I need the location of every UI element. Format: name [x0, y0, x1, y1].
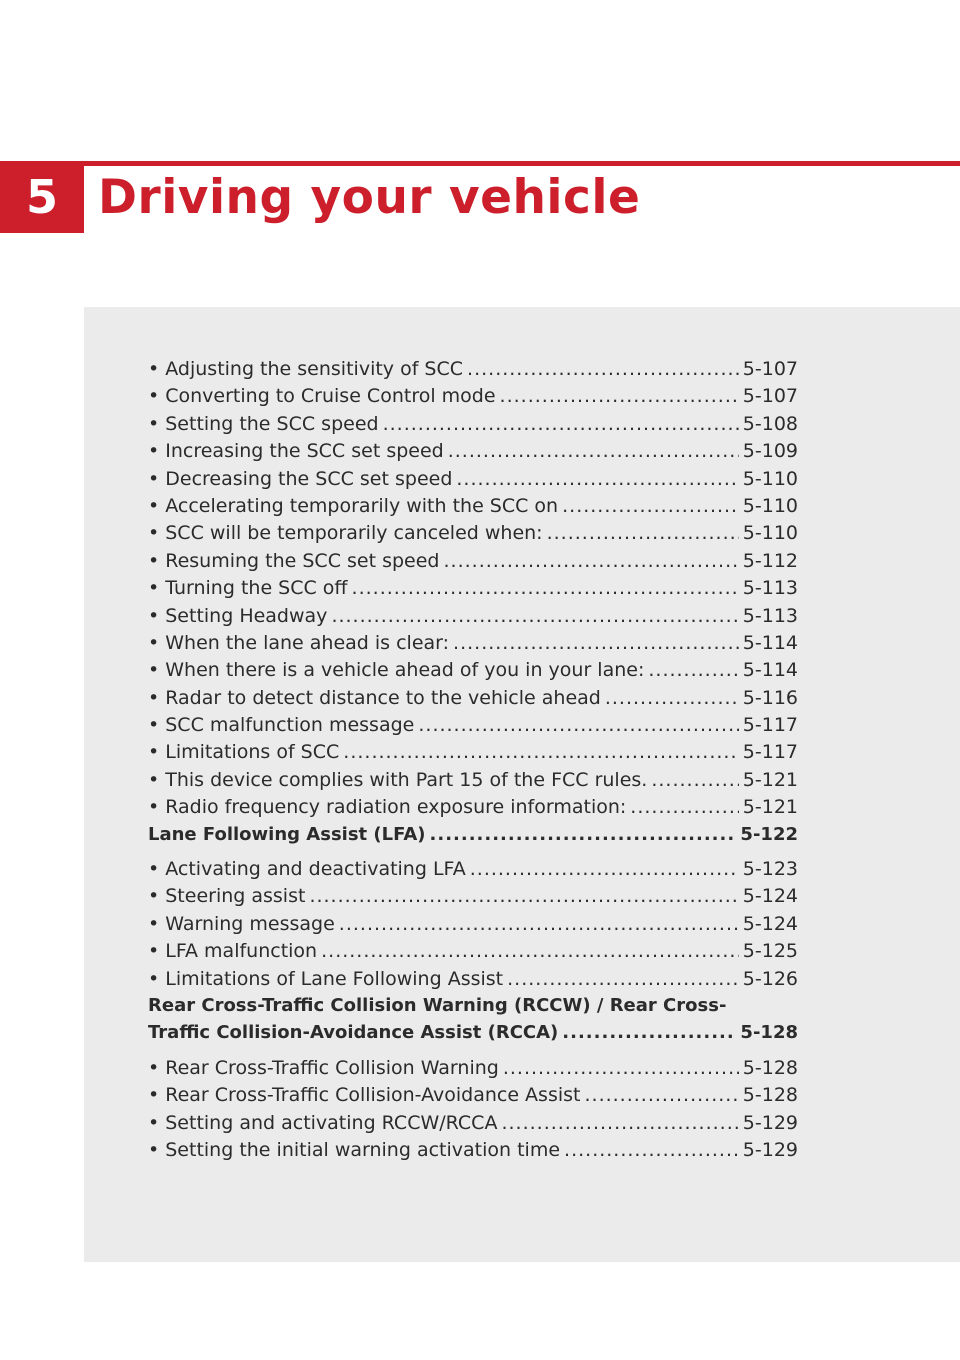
- table-of-contents: [148, 358, 798, 1166]
- toc-entry[interactable]: [148, 385, 798, 412]
- toc-page-number: 5-129: [742, 1111, 798, 1134]
- toc-dot-leader: [584, 1084, 738, 1106]
- toc-entry-title: • Decreasing the SCC set speed: [148, 467, 453, 490]
- toc-entry[interactable]: [148, 913, 798, 940]
- toc-dot-leader: [501, 1112, 738, 1134]
- toc-entry-title: • This device complies with Part 15 of the FCC rules.: [148, 768, 648, 791]
- toc-page-number: 5-114: [742, 631, 798, 654]
- toc-entry-title: • Setting and activating RCCW/RCCA: [148, 1111, 498, 1134]
- toc-entry-title: • Warning message: [148, 912, 335, 935]
- toc-entry[interactable]: [148, 632, 798, 659]
- toc-entry-title: • SCC malfunction message: [148, 714, 415, 737]
- toc-entry-title: • Radar to detect distance to the vehicle ahead: [148, 686, 601, 709]
- toc-page-number: 5-128: [742, 1056, 798, 1079]
- toc-section-heading[interactable]: [148, 995, 798, 1022]
- toc-entry[interactable]: [148, 659, 798, 686]
- toc-entry-title: • Activating and deactivating LFA: [148, 858, 466, 881]
- toc-section-heading[interactable]: [148, 1022, 798, 1049]
- toc-entry-title: • Rear Cross-Traffic Collision-Avoidance Assist: [148, 1084, 581, 1107]
- toc-dot-leader: [331, 605, 738, 627]
- toc-page-number: 5-116: [742, 686, 798, 709]
- toc-page-number: 5-114: [742, 659, 798, 682]
- toc-dot-leader: [562, 1022, 736, 1043]
- toc-page-number: 5-110: [742, 467, 798, 490]
- toc-page-number: 5-107: [742, 358, 798, 380]
- toc-page-number: 5-117: [742, 741, 798, 764]
- toc-entry-title: • Limitations of SCC: [148, 741, 340, 764]
- toc-entry[interactable]: [148, 550, 798, 577]
- toc-entry-title: • Setting Headway: [148, 604, 328, 627]
- toc-dot-leader: [448, 440, 739, 462]
- toc-entry-title: • Turning the SCC off: [148, 577, 348, 600]
- toc-dot-leader: [309, 885, 738, 907]
- toc-page-number: 5-121: [742, 768, 798, 791]
- toc-entry[interactable]: [148, 468, 798, 495]
- toc-page-number: 5-129: [742, 1138, 798, 1161]
- toc-dot-leader: [470, 858, 739, 880]
- toc-page-number: 5-121: [742, 796, 798, 819]
- toc-entry[interactable]: [148, 413, 798, 440]
- toc-page-number: 5-124: [742, 885, 798, 908]
- toc-entry-title: • When the lane ahead is clear:: [148, 631, 450, 654]
- toc-page-number: 5-110: [742, 522, 798, 545]
- toc-dot-leader: [467, 358, 739, 380]
- toc-dot-leader: [339, 913, 739, 935]
- toc-dot-leader: [444, 550, 739, 572]
- toc-entry[interactable]: [148, 714, 798, 741]
- toc-dot-leader: [630, 796, 738, 818]
- toc-page-number: 5-122: [740, 823, 798, 845]
- toc-page-number: 5-112: [742, 549, 798, 572]
- toc-entry[interactable]: [148, 968, 798, 995]
- toc-entry-title: • Steering assist: [148, 885, 306, 908]
- toc-dot-leader: [562, 495, 739, 517]
- toc-dot-leader: [648, 659, 738, 681]
- toc-entry[interactable]: [148, 769, 798, 796]
- toc-entry[interactable]: [148, 1084, 798, 1111]
- toc-entry[interactable]: [148, 1057, 798, 1084]
- toc-entry-title: • LFA malfunction: [148, 940, 318, 963]
- toc-entry[interactable]: [148, 1112, 798, 1139]
- toc-entry[interactable]: [148, 858, 798, 885]
- toc-page-number: 5-126: [742, 967, 798, 990]
- toc-dot-leader: [352, 577, 739, 599]
- toc-page-number: 5-128: [740, 1022, 798, 1044]
- toc-dot-leader: [430, 824, 737, 845]
- toc-entry-title: • Setting the SCC speed: [148, 412, 379, 435]
- toc-page-number: 5-110: [742, 494, 798, 517]
- toc-page-number: 5-107: [742, 385, 798, 408]
- toc-dot-leader: [547, 522, 739, 544]
- toc-dot-leader: [605, 687, 739, 709]
- toc-dot-leader: [564, 1139, 739, 1161]
- toc-entry-title: • Resuming the SCC set speed: [148, 549, 440, 572]
- toc-page-number: 5-117: [742, 714, 798, 737]
- toc-section-heading[interactable]: [148, 824, 798, 851]
- toc-entry-title: • Rear Cross-Traffic Collision Warning: [148, 1056, 499, 1079]
- toc-page-number: 5-125: [742, 940, 798, 963]
- toc-entry[interactable]: [148, 495, 798, 522]
- toc-dot-leader: [343, 741, 739, 763]
- toc-page-number: 5-113: [742, 577, 798, 600]
- chapter-title: Driving your vehicle: [98, 170, 641, 225]
- toc-entry[interactable]: [148, 605, 798, 632]
- toc-entry[interactable]: [148, 940, 798, 967]
- toc-entry-title: • Accelerating temporarily with the SCC on: [148, 494, 559, 517]
- toc-dot-leader: [651, 769, 738, 791]
- toc-dot-leader: [321, 940, 739, 962]
- toc-entry[interactable]: [148, 687, 798, 714]
- toc-entry-title: Traffic Collision-Avoidance Assist (RCCA): [148, 1022, 559, 1044]
- toc-entry-title: • Setting the initial warning activation time: [148, 1138, 561, 1161]
- toc-entry-title: • Converting to Cruise Control mode: [148, 385, 496, 408]
- toc-entry[interactable]: [148, 522, 798, 549]
- toc-entry[interactable]: [148, 885, 798, 912]
- toc-entry-title: Rear Cross-Traffic Collision Warning (RCCW) / Rear Cross-: [148, 994, 727, 1016]
- toc-page-number: 5-109: [742, 440, 798, 463]
- toc-entry[interactable]: [148, 577, 798, 604]
- toc-entry-title: • Radio frequency radiation exposure information:: [148, 796, 627, 819]
- toc-dot-leader: [503, 1057, 739, 1079]
- toc-page-number: 5-128: [742, 1084, 798, 1107]
- toc-entry-title: Lane Following Assist (LFA): [148, 823, 426, 845]
- toc-entry-title: • SCC will be temporarily canceled when:: [148, 522, 543, 545]
- toc-entry[interactable]: [148, 358, 798, 385]
- toc-page-number: 5-108: [742, 412, 798, 435]
- toc-dot-leader: [456, 468, 738, 490]
- toc-dot-leader: [500, 385, 739, 407]
- toc-page-number: 5-123: [742, 858, 798, 881]
- toc-entry-title: • Increasing the SCC set speed: [148, 440, 444, 463]
- toc-dot-leader: [418, 714, 738, 736]
- toc-entry[interactable]: [148, 1139, 798, 1166]
- toc-entry-title: • Adjusting the sensitivity of SCC: [148, 358, 464, 380]
- toc-page-number: 5-124: [742, 912, 798, 935]
- toc-dot-leader: [453, 632, 739, 654]
- toc-entry[interactable]: [148, 741, 798, 768]
- toc-page-number: 5-113: [742, 604, 798, 627]
- chapter-number: 5: [0, 161, 84, 233]
- toc-entry-title: • Limitations of Lane Following Assist: [148, 967, 504, 990]
- toc-entry[interactable]: [148, 440, 798, 467]
- toc-dot-leader: [507, 968, 739, 990]
- toc-dot-leader: [383, 413, 739, 435]
- toc-entry[interactable]: [148, 796, 798, 823]
- toc-entry-title: • When there is a vehicle ahead of you in your lane:: [148, 659, 645, 682]
